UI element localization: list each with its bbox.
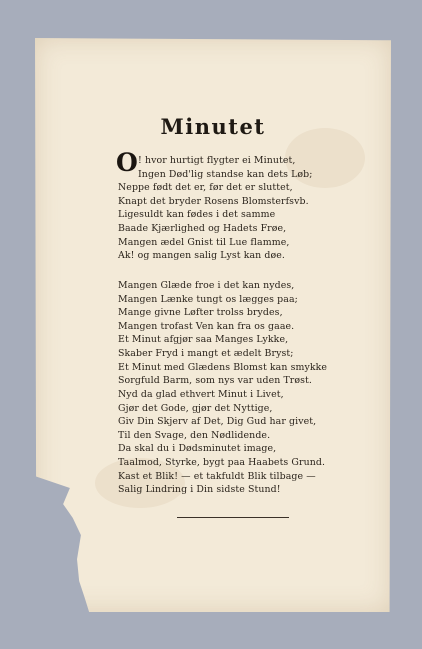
poem-line: Mangen trofast Ven kan fra os gaae. xyxy=(118,320,295,332)
poem-title: Minutet xyxy=(160,114,266,139)
stanza-3 xyxy=(118,388,398,497)
poem-line: Skaber Fryd i mangt et ædelt Bryst; xyxy=(118,347,294,359)
poem-line: Sorgfuld Barm, som nys var uden Trøst. xyxy=(118,375,312,387)
poem-line: Mange givne Løfter trolss brydes, xyxy=(118,307,283,319)
drop-cap: O xyxy=(116,148,138,177)
poem-line: Mangen Lænke tungt os lægges paa; xyxy=(118,293,298,305)
poem-line: Giv Din Skjerv af Det, Dig Gud har givet, xyxy=(118,416,317,428)
poem-line: Baade Kjærlighed og Hadets Frøe, xyxy=(118,222,287,234)
poem-line: Knapt det bryder Rosens Blomsterfsvb. xyxy=(118,195,309,207)
closing-rule xyxy=(177,517,289,518)
poem-line: ! hvor hurtigt flygter ei Minutet, xyxy=(138,155,296,166)
poem-line: Gjør det Gode, gjør det Nyttige, xyxy=(118,402,273,414)
poem-line: Nyd da glad ethvert Minut i Livet, xyxy=(118,389,284,400)
poem-line: Neppe født det er, før det er sluttet, xyxy=(118,182,293,194)
poem-line: Ligesuldt kan fødes i det samme xyxy=(118,209,276,221)
stanza-2 xyxy=(118,279,398,388)
poem-line: Mangen ædel Gnist til Lue flamme, xyxy=(118,236,290,248)
poem-line: Kast et Blik! — et takfuldt Blik tilbage — xyxy=(118,470,316,482)
stanza-1 xyxy=(116,148,398,263)
poem-line: Ingen Død'lig standse kan dets Løb; xyxy=(138,168,313,180)
poem-line: Mangen Glæde froe i det kan nydes, xyxy=(118,280,295,291)
poem-line: Salig Lindring i Din sidste Stund! xyxy=(118,484,281,496)
poem-line: Et Minut med Glædens Blomst kan smykke xyxy=(118,361,328,373)
poem-line: Et Minut afgjør saa Manges Lykke, xyxy=(118,334,289,346)
poem-line: Til den Svage, den Nødlidende. xyxy=(118,429,271,441)
poem-line: Taalmod, Styrke, bygt paa Haabets Grund. xyxy=(118,456,326,468)
poem-line: Da skal du i Dødsminutet image, xyxy=(118,443,277,455)
poem-line: Ak! og mangen salig Lyst kan døe. xyxy=(118,250,285,262)
